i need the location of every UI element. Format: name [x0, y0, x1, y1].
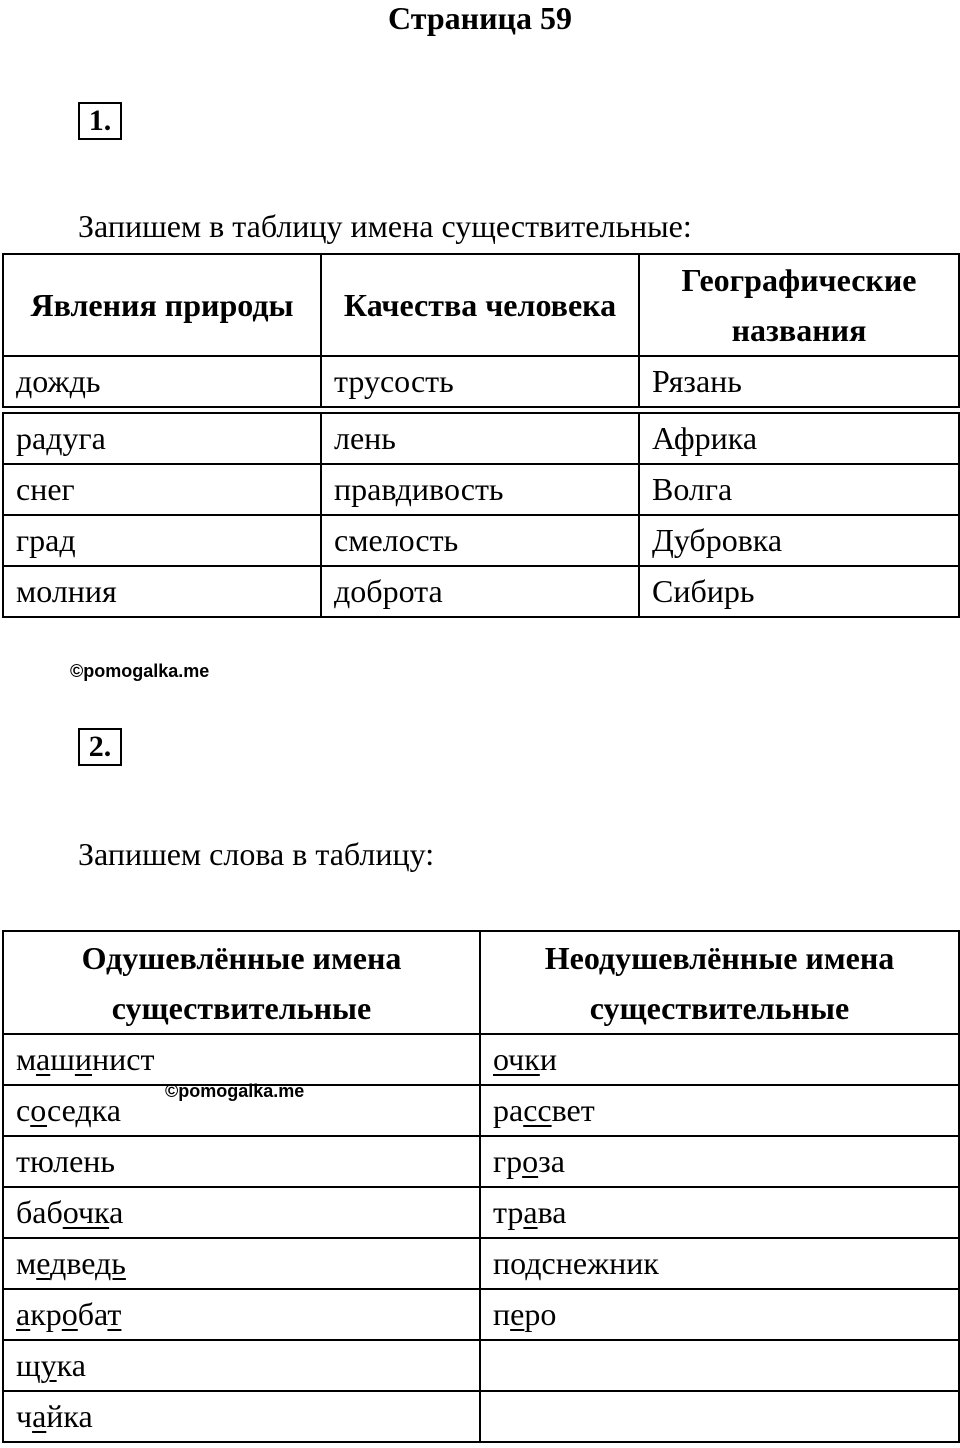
underlined-letters: т	[107, 1296, 122, 1332]
underlined-letters: а	[16, 1296, 31, 1332]
underlined-letters: о	[61, 1296, 78, 1332]
watermark-2: ©pomogalka.me	[165, 1081, 305, 1101]
table-row	[3, 1391, 959, 1442]
underlined-letters: и	[74, 1041, 92, 1077]
animate-noun-cell	[3, 1136, 480, 1187]
header-animate: Одушевлённые имена существительные	[3, 931, 480, 1034]
table-cell: Волга	[639, 464, 959, 515]
word-part: и	[539, 1041, 557, 1077]
table-body	[3, 1034, 959, 1442]
word-part: се	[47, 1092, 76, 1128]
word-part: ро	[524, 1296, 557, 1332]
word-part: с	[16, 1092, 31, 1128]
table-cell: доброта	[321, 566, 639, 617]
underlined-letters: о	[522, 1143, 539, 1179]
underlined-letters: а	[36, 1041, 51, 1077]
table-cell: Рязань	[639, 356, 959, 407]
table-row	[3, 1289, 959, 1340]
underlined-letters: очк	[62, 1194, 110, 1230]
task2-intro: Запишем слова в таблицу:	[78, 836, 435, 872]
table-row	[3, 356, 959, 407]
table-row	[3, 1136, 959, 1187]
underlined-letters: у	[40, 1347, 57, 1383]
table-row	[3, 566, 959, 617]
word-part: тюлень	[16, 1143, 115, 1179]
word-part: тр	[493, 1194, 524, 1230]
table-cell: смелость	[321, 515, 639, 566]
underlined-letters: дь	[95, 1245, 126, 1281]
table-header-row	[3, 931, 959, 1034]
table-cell: снег	[3, 464, 321, 515]
underlined-letters: очк	[493, 1041, 540, 1077]
table-row	[3, 464, 959, 515]
underlined-letters: сс	[523, 1092, 552, 1128]
table-cell: Дубровка	[639, 515, 959, 566]
table-cell: лень	[321, 413, 639, 464]
table-cell: Африка	[639, 413, 959, 464]
underlined-letters: а	[32, 1398, 47, 1434]
word-part: м	[16, 1041, 37, 1077]
inanimate-noun-cell	[480, 1391, 959, 1442]
table-cell: трусость	[321, 356, 639, 407]
animate-noun-cell	[3, 1340, 480, 1391]
header-inanimate: Неодушевлённые имена существительные	[480, 931, 959, 1034]
table-cell: дождь	[3, 356, 321, 407]
table-cell: радуга	[3, 413, 321, 464]
table-row	[3, 1340, 959, 1391]
word-part: йка	[46, 1398, 93, 1434]
table-cell: правдивость	[321, 464, 639, 515]
page-title: Страница 59	[388, 0, 572, 36]
table-row	[3, 1238, 959, 1289]
table-row	[3, 1034, 959, 1085]
word-part: ш	[50, 1041, 75, 1077]
header-geo-names: Географические названия	[639, 254, 959, 356]
word-part: за	[538, 1143, 565, 1179]
animate-noun-cell	[3, 1289, 480, 1340]
word-part: нист	[92, 1041, 155, 1077]
header-human-qualities: Качества человека	[321, 254, 639, 356]
nouns-table-body	[2, 412, 960, 618]
table-row	[3, 1085, 959, 1136]
underlined-letters: д	[75, 1092, 92, 1128]
inanimate-noun-cell	[480, 1289, 959, 1340]
underlined-letters: е	[36, 1245, 51, 1281]
inanimate-noun-cell	[480, 1340, 959, 1391]
word-part: ра	[493, 1092, 524, 1128]
underlined-letters: е	[510, 1296, 525, 1332]
word-part: кр	[30, 1296, 62, 1332]
table-row	[3, 413, 959, 464]
animate-noun-cell	[3, 1034, 480, 1085]
word-part: ка	[56, 1347, 86, 1383]
table-cell: Сибирь	[639, 566, 959, 617]
animate-noun-cell	[3, 1238, 480, 1289]
animate-inanimate-table	[2, 930, 960, 1443]
inanimate-noun-cell	[480, 1187, 959, 1238]
watermark: ©pomogalka.me	[70, 661, 210, 681]
animate-noun-cell	[3, 1391, 480, 1442]
underlined-letters: а	[523, 1194, 538, 1230]
nouns-table-header	[2, 253, 960, 408]
table-cell: град	[3, 515, 321, 566]
word-part: вет	[551, 1092, 595, 1128]
inanimate-noun-cell	[480, 1085, 959, 1136]
inanimate-noun-cell	[480, 1238, 959, 1289]
word-part: п	[493, 1296, 511, 1332]
task1-intro: Запишем в таблицу имена существительные:	[78, 208, 692, 244]
word-part: а	[109, 1194, 124, 1230]
word-part: щ	[16, 1347, 41, 1383]
table-cell: молния	[3, 566, 321, 617]
table-row	[3, 1187, 959, 1238]
word-part: баб	[16, 1194, 63, 1230]
word-part: две	[50, 1245, 96, 1281]
inanimate-noun-cell	[480, 1136, 959, 1187]
word-part: по	[493, 1245, 526, 1281]
word-part: снежник	[541, 1245, 659, 1281]
task-number-2: 2.	[78, 728, 122, 766]
table-row	[3, 515, 959, 566]
word-part: ч	[16, 1398, 33, 1434]
table-header-row	[3, 254, 959, 356]
underlined-letters: о	[30, 1092, 47, 1128]
word-part: ба	[77, 1296, 108, 1332]
word-part: ва	[537, 1194, 567, 1230]
word-part: ка	[91, 1092, 121, 1128]
header-nature: Явления природы	[3, 254, 321, 356]
word-part: гр	[493, 1143, 523, 1179]
animate-noun-cell	[3, 1187, 480, 1238]
inanimate-noun-cell	[480, 1034, 959, 1085]
word-part: м	[16, 1245, 37, 1281]
underlined-letters: д	[525, 1245, 542, 1281]
task-number-1: 1.	[78, 102, 122, 140]
